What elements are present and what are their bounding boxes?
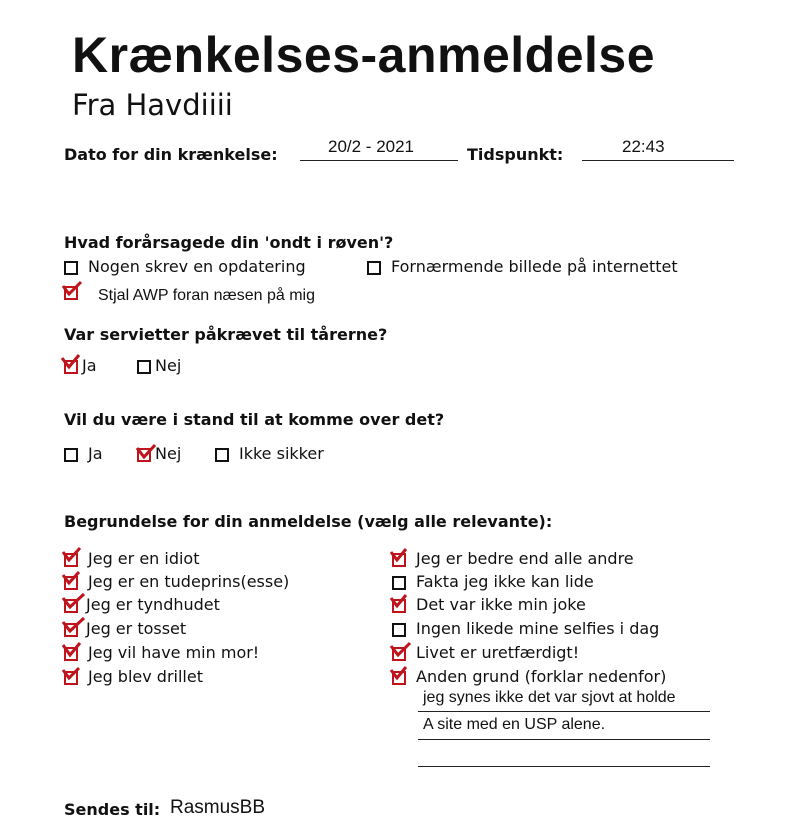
time-value[interactable]: 22:43 <box>622 137 665 156</box>
explain-text-1[interactable]: jeg synes ikke det var sjovt at holde <box>423 689 676 706</box>
explain-text-2[interactable]: A site med en USP alene. <box>423 716 606 733</box>
time-label: Tidspunkt: <box>467 145 564 164</box>
send-label: Sendes til: <box>64 800 161 819</box>
checkbox-checked-icon[interactable] <box>64 647 78 661</box>
red-tick-icon <box>62 281 82 299</box>
red-tick-icon <box>62 618 82 636</box>
form-subtitle: Fra Havdiiii <box>72 88 233 122</box>
checkbox-checked-icon[interactable] <box>64 599 78 613</box>
checkbox-empty-icon[interactable] <box>215 448 229 462</box>
date-label: Dato for din krænkelse: <box>64 145 278 164</box>
checkbox-checked-icon[interactable] <box>392 647 406 661</box>
checkbox-checked-icon[interactable] <box>64 623 78 637</box>
checkbox-empty-icon[interactable] <box>392 576 406 590</box>
explain-line-1 <box>418 711 710 712</box>
checkbox-checked-icon[interactable] <box>392 599 406 613</box>
checkbox-empty-icon[interactable] <box>392 623 406 637</box>
send-value[interactable]: RasmusBB <box>170 797 266 818</box>
explain-line-2 <box>418 739 710 740</box>
red-tick-icon <box>62 355 82 373</box>
checkbox-checked-icon[interactable] <box>64 576 78 590</box>
red-tick-icon <box>62 642 82 660</box>
checkbox-checked-icon[interactable] <box>137 448 151 462</box>
red-tick-icon <box>390 666 410 684</box>
checkbox-empty-icon[interactable] <box>137 360 151 374</box>
checkbox-empty-icon[interactable] <box>64 448 78 462</box>
date-value[interactable]: 20/2 - 2021 <box>328 137 415 156</box>
checkbox-checked-icon[interactable] <box>64 671 78 685</box>
checkbox-checked-icon[interactable] <box>392 671 406 685</box>
explain-line-3 <box>418 766 710 767</box>
checkbox-empty-icon[interactable] <box>64 261 78 275</box>
checkbox-checked-icon[interactable] <box>392 553 406 567</box>
red-tick-icon <box>390 594 410 612</box>
question-komme-over: Vil du være i stand til at komme over det? <box>64 410 445 429</box>
red-tick-icon <box>62 594 82 612</box>
red-tick-icon <box>390 548 410 566</box>
checkbox-checked-icon[interactable] <box>64 360 78 374</box>
question-cause: Hvad forårsagede din 'ondt i røven'? <box>64 233 394 252</box>
red-tick-icon <box>62 666 82 684</box>
red-tick-icon <box>62 548 82 566</box>
form-title: Krænkelses-anmeldelse <box>72 27 656 83</box>
checkbox-checked-icon[interactable] <box>64 553 78 567</box>
question-servietter: Var servietter påkrævet til tårerne? <box>64 325 388 344</box>
red-tick-icon <box>62 571 82 589</box>
red-tick-icon <box>135 443 155 461</box>
checkbox-empty-icon[interactable] <box>367 261 381 275</box>
time-underline <box>582 160 734 161</box>
date-underline <box>300 160 458 161</box>
red-tick-icon <box>390 642 410 660</box>
checkbox-checked-icon[interactable] <box>64 286 78 300</box>
reasons-heading: Begrundelse for din anmeldelse (vælg alle relevante): <box>64 512 553 531</box>
